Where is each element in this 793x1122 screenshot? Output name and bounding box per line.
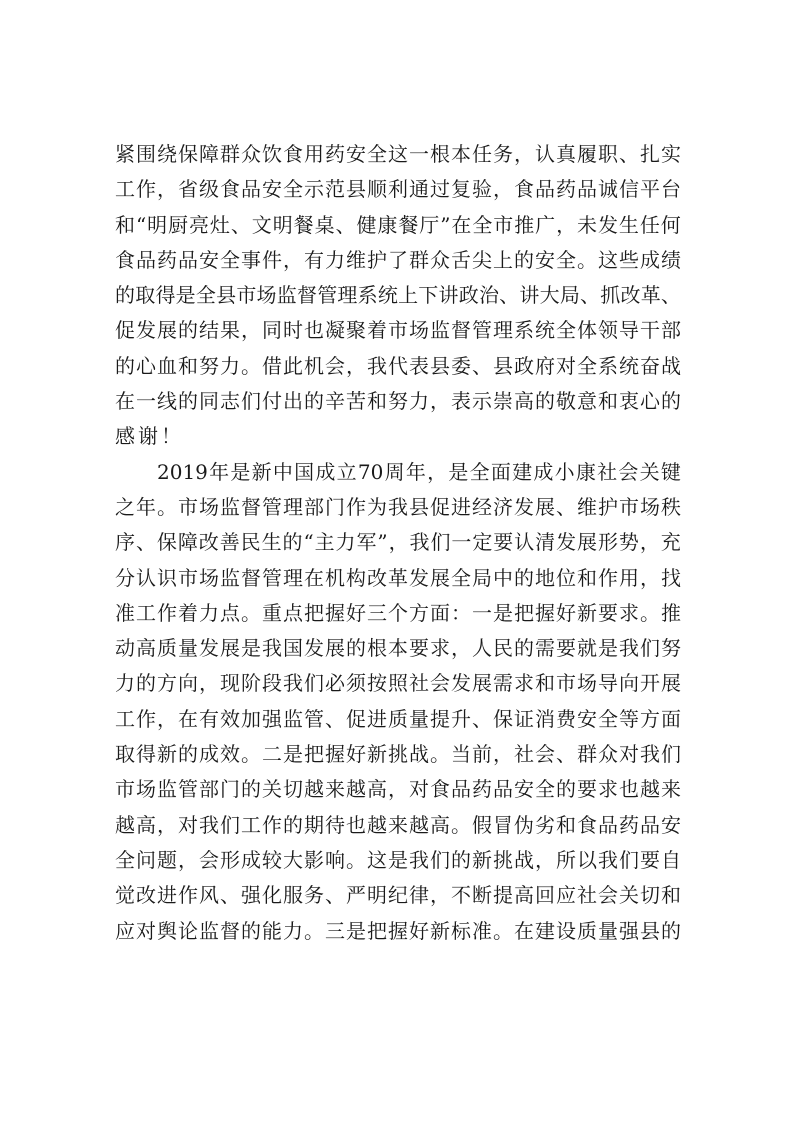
document-page	[115, 137, 681, 949]
text-line: 工 作 ， 省 级 食 品 安 全 示 范 县 顺 利 通 过 复 验 ， 食 品 药 品 诚 信 平 台	[115, 177, 681, 202]
text-line: 促 发 展 的 结 果 ， 同 时 也 凝 聚 着 市 场 监 督 管 理 系 统 全 体 领 导 干 部	[115, 318, 681, 343]
text-line: 越 高 ， 对 我 们 工 作 的 期 待 也 越 来 越 高 。 假 冒 伪 劣 和 食 品 药 品 安	[115, 812, 681, 837]
text-line: 感谢！	[115, 424, 184, 449]
text-line: 市 场 监 管 部 门 的 关 切 越 来 越 高 ， 对 食 品 药 品 安 全 的 要 求 也 越 来	[115, 777, 681, 802]
text-line: 2019 年 是 新 中 国 成 立 70 周 年 ， 是 全 面 建 成 小 康 社 会 关 键	[157, 459, 681, 484]
text-line: 紧 围 绕 保 障 群 众 饮 食 用 药 安 全 这 一 根 本 任 务 ， 认 真 履 职 、 扎 实	[115, 142, 681, 166]
text-line: 取 得 新 的 成 效 。 二 是 把 握 好 新 挑 战 。 当 前 ， 社 会 、 群 众 对 我 们	[115, 742, 681, 767]
text-line: 应 对 舆 论 监 督 的 能 力 。 三 是 把 握 好 新 标 准 。 在 建 设 质 量 强 县 的	[115, 918, 681, 943]
text-line: 分 认 识 市 场 监 督 管 理 在 机 构 改 革 发 展 全 局 中 的 地 位 和 作 用 ， 找	[115, 565, 681, 590]
text-line: 力 的 方 向 ， 现 阶 段 我 们 必 须 按 照 社 会 发 展 需 求 和 市 场 导 向 开 展	[115, 671, 681, 696]
text-line: 觉 改 进 作 风 、 强 化 服 务 、 严 明 纪 律 ， 不 断 提 高 回 应 社 会 关 切 和	[115, 883, 681, 908]
text-line: 序 、 保 障 改 善 民 生 的 “ 主 力 军 ” ， 我 们 一 定 要 认 清 发 展 形 势 ， 充	[115, 530, 681, 555]
text-line: 动 高 质 量 发 展 是 我 国 发 展 的 根 本 要 求 ， 人 民 的 需 要 就 是 我 们 努	[115, 636, 681, 661]
paragraph-1	[115, 137, 681, 455]
text-line: 准 工 作 着 力 点 。 重 点 把 握 好 三 个 方 面 ： 一 是 把 握 好 新 要 求 。 推	[115, 600, 681, 625]
text-line: 工 作 ， 在 有 效 加 强 监 管 、 促 进 质 量 提 升 、 保 证 消 费 安 全 等 方 面	[115, 706, 681, 731]
text-line: 之 年 。 市 场 监 督 管 理 部 门 作 为 我 县 促 进 经 济 发 展 、 维 护 市 场 秩	[115, 494, 681, 519]
paragraph-2	[115, 455, 681, 949]
text-line: 的 心 血 和 努 力 。 借 此 机 会 ， 我 代 表 县 委 、 县 政 府 对 全 系 统 奋 战	[115, 353, 681, 378]
text-line: 食 品 药 品 安 全 事 件 ， 有 力 维 护 了 群 众 舌 尖 上 的 安 全 。 这 些 成 绩	[115, 247, 681, 272]
text-line: 的 取 得 是 全 县 市 场 监 督 管 理 系 统 上 下 讲 政 治 、 讲 大 局 、 抓 改 革 、	[115, 283, 681, 308]
text-line: 和 “ 明 厨 亮 灶 、 文 明 餐 桌 、 健 康 餐 厅 ” 在 全 市 推 广 ， 未 发 生 任 何	[115, 212, 681, 237]
text-line: 全 问 题 ， 会 形 成 较 大 影 响 。 这 是 我 们 的 新 挑 战 ， 所 以 我 们 要 自	[115, 847, 681, 872]
text-line: 在 一 线 的 同 志 们 付 出 的 辛 苦 和 努 力 ， 表 示 崇 高 的 敬 意 和 衷 心 的	[115, 389, 681, 414]
